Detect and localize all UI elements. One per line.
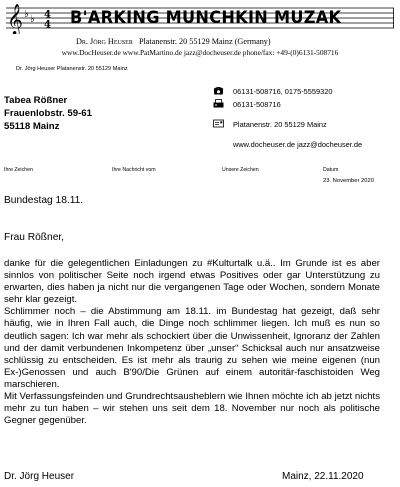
flat-signs-icon: ♭ [24,9,29,20]
our-reference-label: Unsere Zeichen [222,167,259,173]
svg-text:♭: ♭ [30,14,35,25]
recipient-address [4,94,92,133]
reference-line [4,167,376,189]
sender-address: Platanenstr. 20 55129 Mainz (Germany) [138,37,271,46]
letter-icon [213,119,224,128]
sender-name: Dr. Jörg Heuser [76,37,133,46]
time-signature: 4 [44,9,51,21]
body-paragraph: danke für die gelegentlichen Einladungen zu #Kulturtalk u.ä.. Im Grunde ist es aber sinnlos von politischer Seite noch irgend etwas Positives oder gar Unterstützung zu erwarten, dies haben ja nicht nur die vergangenen Tage oder Wochen, sondern Monate sehr klar gezeigt. [4,258,380,306]
return-address: Dr. Jörg Heuser Platanenstr. 20 55129 Mainz [16,66,128,72]
contact-phone: 06131-508716, 0175-5559320 [233,87,333,96]
contact-web-email: www.docheuser.de jazz@docheuser.de [233,140,363,149]
sender-contact-line: www.DocHeuser.de www.PatMartino.de jazz@docheuser.de phone/fax: +49-(0)6131-508716 [61,48,339,57]
place-and-date: Mainz, 22.11.2020 [282,471,364,482]
recipient-city: 55118 Mainz [4,121,60,132]
letter-date: 23. November 2020 [323,178,374,184]
body-paragraph: Schlimmer noch – die Abstimmung am 18.11. im Bundestag hat gezeigt, daß sehr häufig, wie in Ihren Fall auch, die Dinge noch schlimmer liegen. Ich muß es nun so deutlich sagen: Ich war mehr als schockiert über die Unwissenheit, Ignoranz der Zahlen und der damit verbundenen Inkompetenz über „unser“ Schicksal auch nur ansatzweise schlüssig zu entscheiden. Es ist mehr als traurig zu sehen wie meine eigenen (nun Ex-)Genossen und auch B'90/Die Grünen auf einem autoritär-faschistoiden Weg marschieren. [4,306,380,390]
letter-salutation: Frau Rößner, [4,232,65,243]
date-label: Datum [323,167,339,173]
your-reference-label: Ihre Zeichen [4,167,33,173]
fax-icon [213,99,224,108]
recipient-street: Frauenlobstr. 59-61 [4,108,92,119]
letter-subject: Bundestag 18.11. [4,195,84,206]
sender-header [76,37,271,46]
letterhead [6,4,394,62]
treble-clef-icon: 𝄞 [7,4,23,34]
phone-icon [213,86,224,95]
your-message-label: Ihre Nachricht vom [112,167,156,173]
body-paragraph: Mit Verfassungsfeinden und Grundrechtsausheblern wie Ihnen möchte ich ab jetzt nichts mehr zu tun haben – wir stehen uns seit dem 18. November nur noch als politische Gegner gegenüber. [4,391,380,427]
letter-body [4,258,380,427]
recipient-name: Tabea Rößner [4,95,68,106]
contact-address: Platanenstr. 20 55129 Mainz [233,120,327,129]
contact-fax: 06131-508716 [233,100,281,109]
svg-text:4: 4 [44,19,51,31]
brand-name: B'ARKING MUNCHKIN MUZAK [70,8,342,28]
signature: Dr. Jörg Heuser [4,471,75,482]
